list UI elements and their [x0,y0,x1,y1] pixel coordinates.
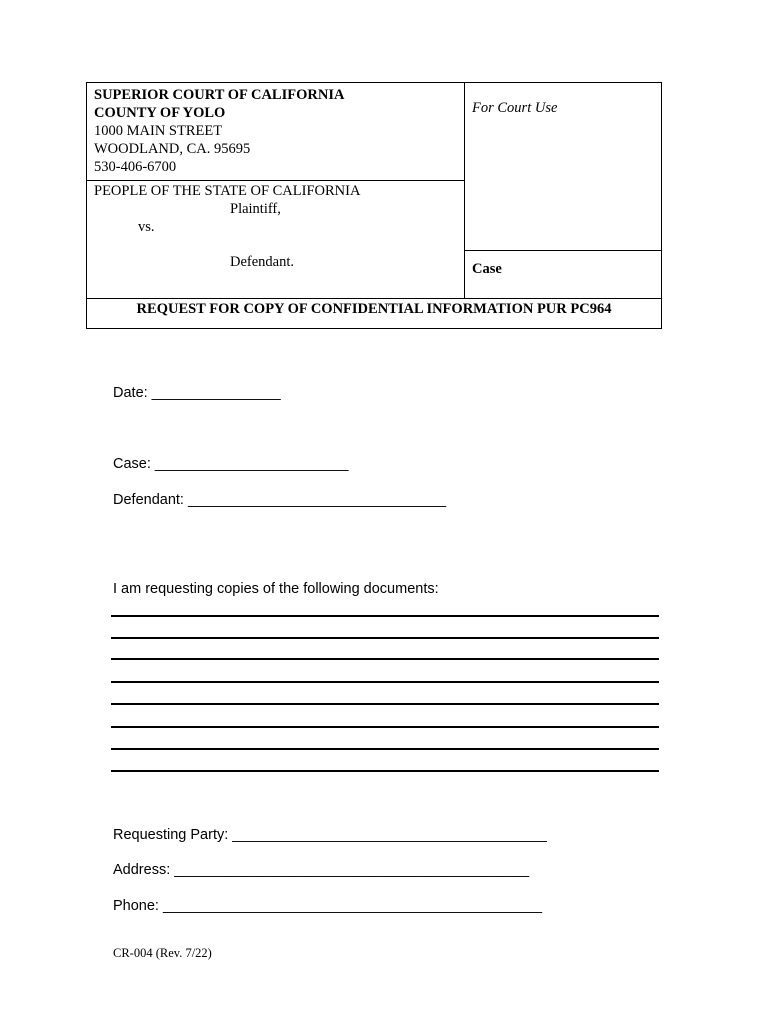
documents-prompt: I am requesting copies of the following documents: [113,581,439,597]
plaintiff-label: Plaintiff, [230,201,281,217]
document-line-6[interactable] [111,726,659,728]
document-line-5[interactable] [111,703,659,705]
case-caption-box [86,82,662,329]
court-info-cell [87,83,465,181]
case-number-cell: Case [472,261,502,277]
court-name-line1: SUPERIOR COURT OF CALIFORNIA [94,87,345,103]
vs-label: vs. [138,219,155,235]
defendant-label: Defendant. [230,254,295,270]
document-line-1[interactable] [111,615,659,617]
for-court-use-cell: For Court Use [465,83,661,251]
court-address-line2: WOODLAND, CA. 95695 [94,141,251,157]
court-name-line2: COUNTY OF YOLO [94,105,226,121]
people-label: PEOPLE OF THE STATE OF CALIFORNIA [94,183,361,199]
case-field[interactable]: Case: ________________________ [113,456,349,472]
document-line-8[interactable] [111,770,659,772]
requesting-party-field[interactable]: Requesting Party: _______________________________________ [113,827,547,843]
form-title: REQUEST FOR COPY OF CONFIDENTIAL INFORMATION PUR PC964 [87,298,661,328]
date-field[interactable]: Date: ________________ [113,385,281,401]
document-line-2[interactable] [111,637,659,639]
document-line-3[interactable] [111,658,659,660]
address-field[interactable]: Address: ____________________________________________ [113,862,530,878]
parties-cell [87,181,465,298]
court-address-line1: 1000 MAIN STREET [94,123,223,139]
phone-field[interactable]: Phone: _______________________________________________ [113,898,543,914]
document-line-4[interactable] [111,681,659,683]
document-line-7[interactable] [111,748,659,750]
defendant-field[interactable]: Defendant: ________________________________ [113,492,447,508]
court-phone: 530-406-6700 [94,159,177,175]
form-number-footer: CR-004 (Rev. 7/22) [113,946,212,960]
